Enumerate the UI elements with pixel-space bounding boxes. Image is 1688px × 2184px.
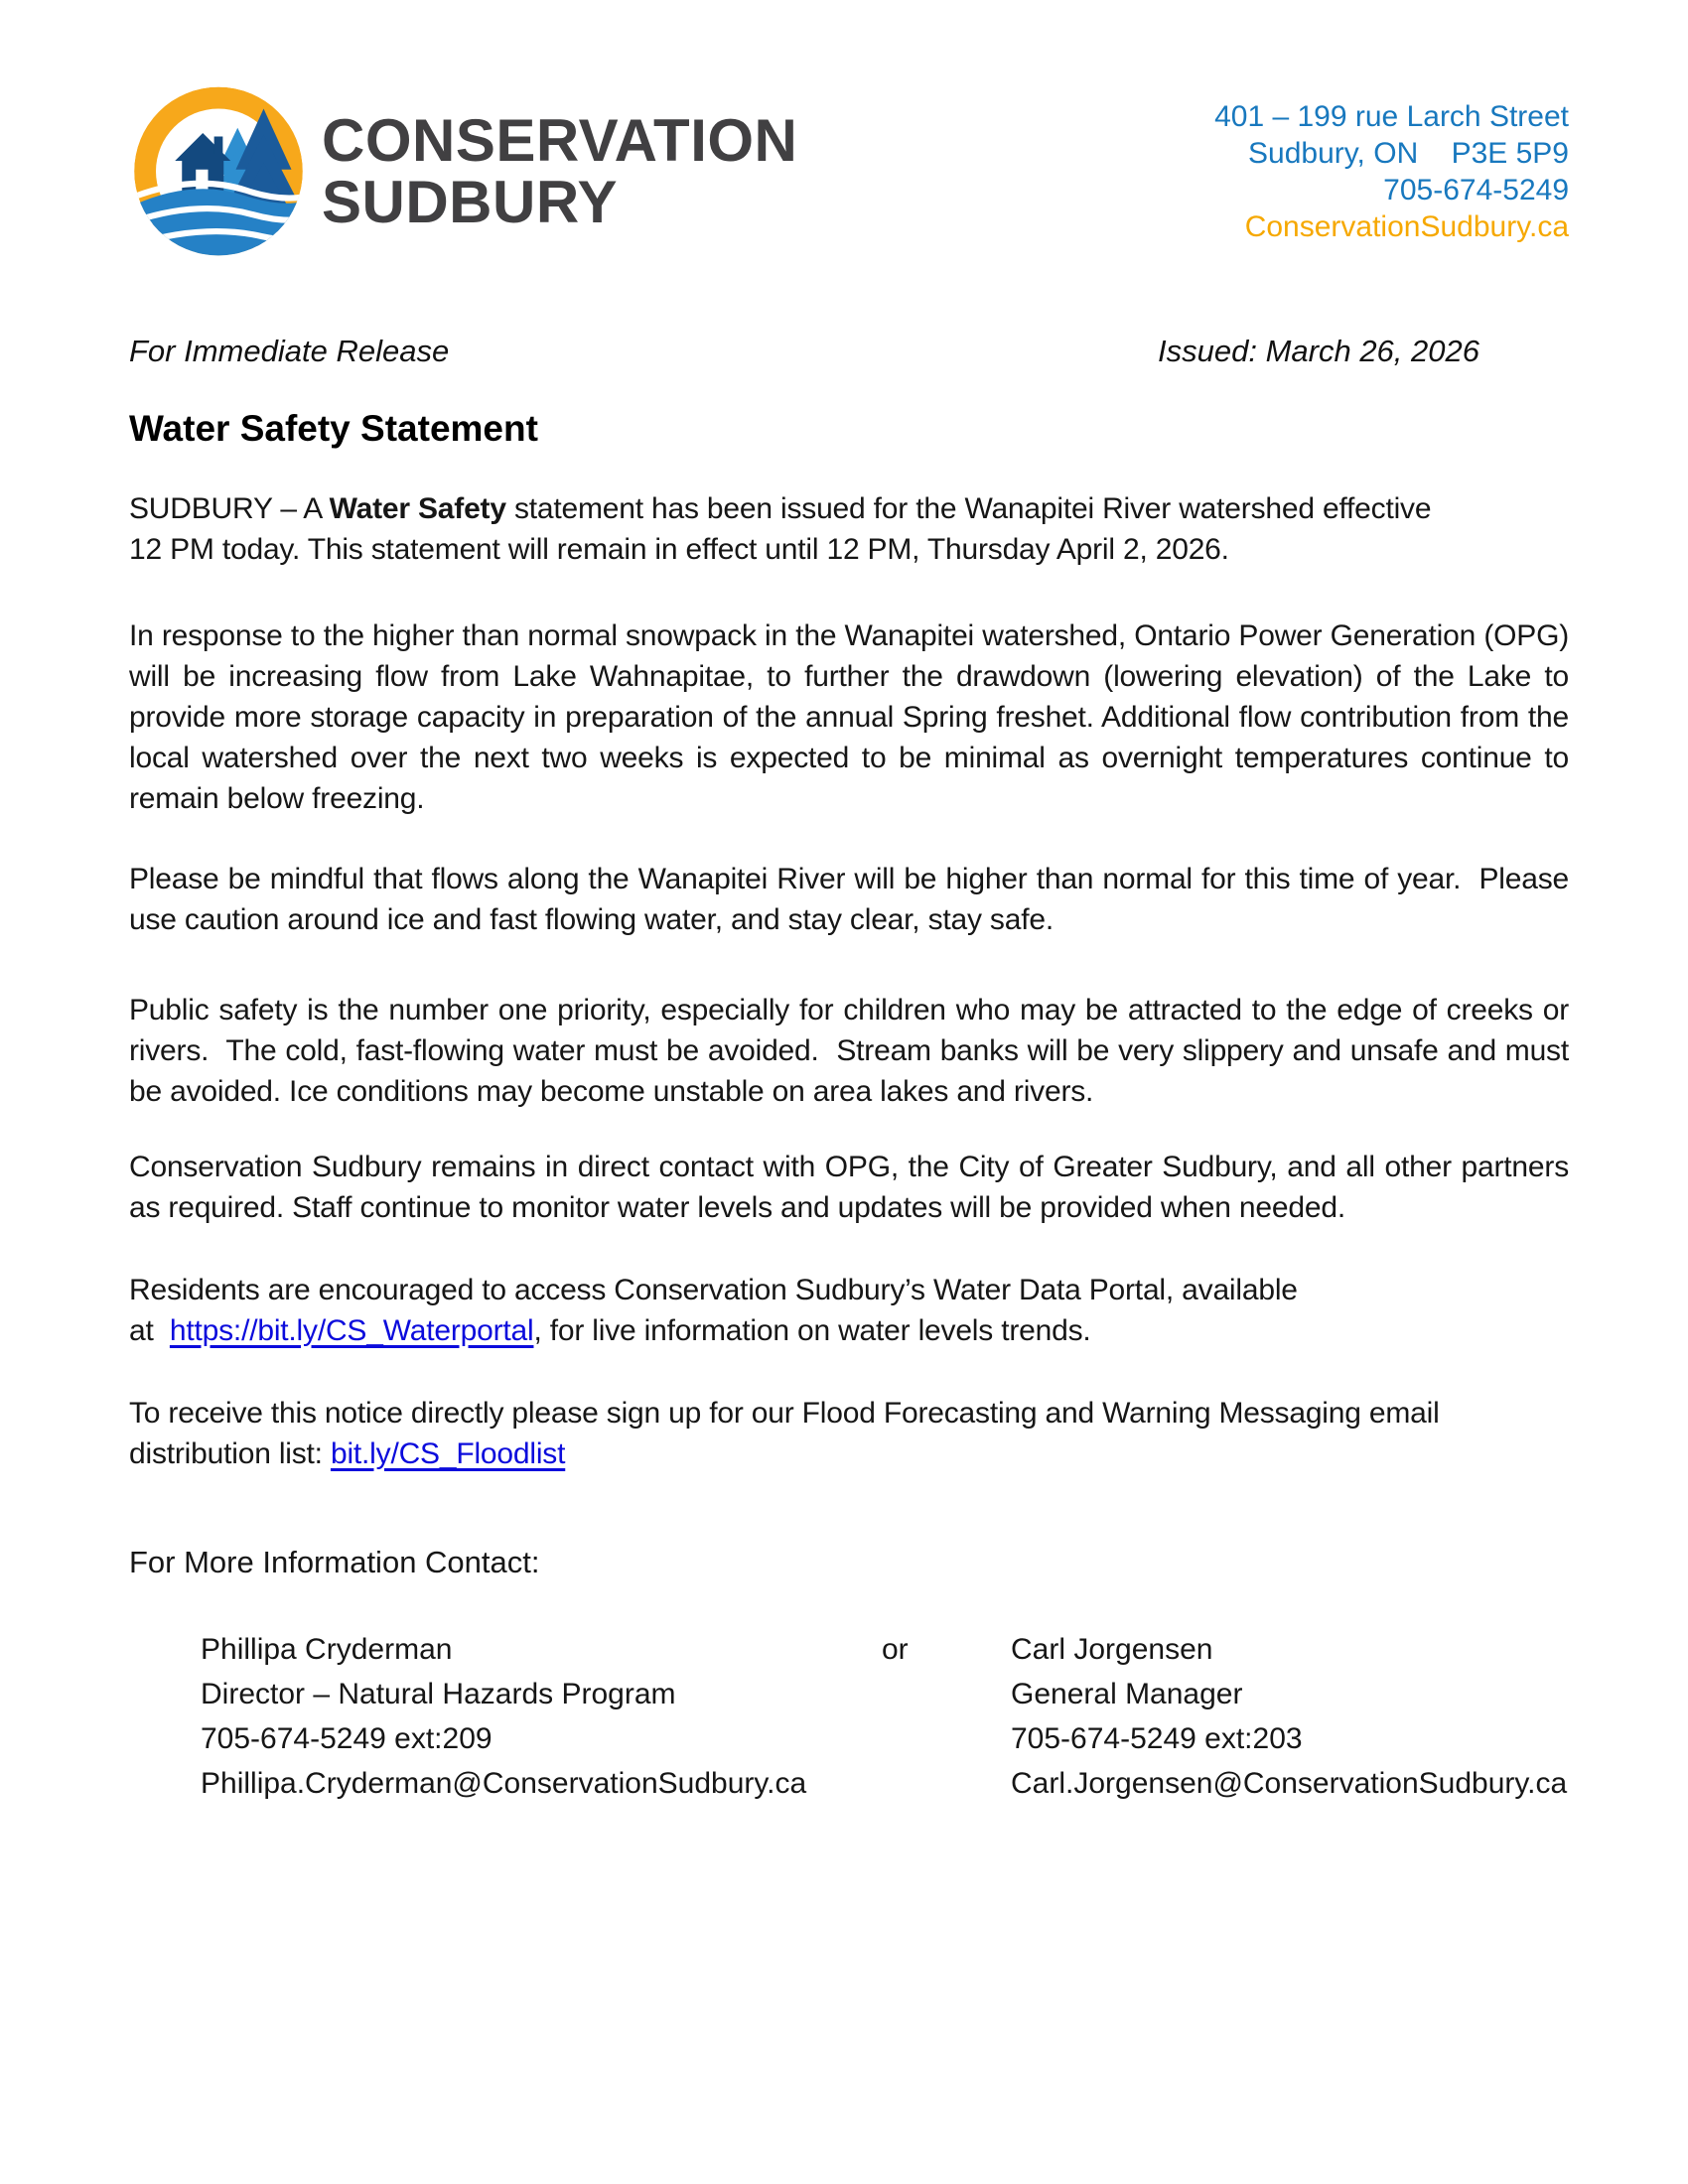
floodlist-link[interactable]: bit.ly/CS_Floodlist [330, 1437, 566, 1470]
intro-text-line2: 12 PM today. This statement will remain in effect until 12 PM, Thursday April 2, 2026. [129, 533, 1229, 566]
logo-wordmark-line2: SUDBURY [322, 168, 618, 235]
contact-block [201, 1627, 1569, 1806]
contact-secondary-phone: 705-674-5249 ext:203 [1011, 1722, 1303, 1755]
address-phone: 705-674-5249 [1383, 174, 1569, 206]
waterportal-link[interactable]: https://bit.ly/CS_Waterportal [169, 1314, 534, 1347]
address-city-postal: Sudbury, ON P3E 5P9 [1248, 137, 1569, 170]
contact-primary-email: Phillipa.Cryderman@ConservationSudbury.ca [201, 1767, 807, 1800]
floodlist-text-line2-pre: distribution list: [129, 1437, 331, 1470]
paragraph-caution: Please be mindful that flows along the Wanapitei River will be higher than normal for this time of year. Please use caution around ice and fast flowing water, and stay clear, stay safe. [129, 863, 1569, 936]
intro-text-pre: SUDBURY – A [129, 492, 330, 525]
paragraph-opg-flow: In response to the higher than normal snowpack in the Wanapitei watershed, Ontario Power Generation (OPG) will be increasing flow from Lake Wahnapitae, to further the drawdown (lowering elevation) of the Lake to provide more storage capacity in preparation of the annual Spring freshet. Additional flow contribution from the local watershed over the next two weeks is expected to be minimal as overnight temperatures continue to remain below freezing. [129, 619, 1569, 815]
logo-wordmark-line1: CONSERVATION [322, 106, 798, 174]
address-street: 401 – 199 rue Larch Street [1214, 100, 1569, 133]
contact-primary-phone: 705-674-5249 ext:209 [201, 1722, 492, 1755]
contact-secondary [1011, 1627, 1569, 1806]
portal-text-post: , for live information on water levels trends. [533, 1314, 1091, 1347]
conservation-sudbury-logo [129, 84, 797, 258]
release-label: For Immediate Release [129, 334, 450, 368]
floodlist-text-line1: To receive this notice directly please sign up for our Flood Forecasting and Warning Messaging email [129, 1397, 1440, 1430]
contact-secondary-name: Carl Jorgensen [1011, 1633, 1213, 1666]
intro-text-post: statement has been issued for the Wanapitei River watershed effective [505, 492, 1432, 525]
water-safety-bold: Water Safety [329, 492, 506, 525]
release-row [129, 331, 1569, 371]
portal-text-line1: Residents are encouraged to access Conservation Sudbury’s Water Data Portal, available [129, 1274, 1298, 1306]
website-text: ConservationSudbury.ca [1244, 210, 1569, 243]
paragraph-water-portal [129, 1270, 1569, 1351]
issued-date: Issued: March 26, 2026 [1158, 334, 1479, 368]
logo-wordmark [322, 106, 798, 235]
paragraph-public-safety: Public safety is the number one priority, especially for children who may be attracted to the edge of creeks or rivers. The cold, fast-flowing water must be avoided. Stream banks will be very slippery and unsafe and must be avoided. Ice conditions may become unstable on area lakes and rivers. [129, 994, 1569, 1108]
address-block [1214, 98, 1569, 245]
page-title: Water Safety Statement [129, 408, 538, 449]
letterhead [129, 84, 1569, 258]
paragraph-monitoring: Conservation Sudbury remains in direct contact with OPG, the City of Greater Sudbury, and all other partners as required. Staff continue to monitor water levels and updates will be provided when needed. [129, 1151, 1569, 1224]
conservation-sudbury-logo-icon [129, 84, 308, 258]
contact-primary-name: Phillipa Cryderman [201, 1633, 453, 1666]
contact-separator: or [882, 1633, 909, 1666]
contact-primary-title: Director – Natural Hazards Program [201, 1678, 676, 1710]
portal-text-line2-pre: at [129, 1314, 170, 1347]
contact-secondary-email: Carl.Jorgensen@ConservationSudbury.ca [1011, 1767, 1568, 1800]
contact-primary [201, 1627, 882, 1806]
contact-heading: For More Information Contact: [129, 1545, 540, 1579]
paragraph-statement-issued [129, 488, 1569, 570]
contact-secondary-title: General Manager [1011, 1678, 1243, 1710]
paragraph-flood-list [129, 1393, 1569, 1474]
